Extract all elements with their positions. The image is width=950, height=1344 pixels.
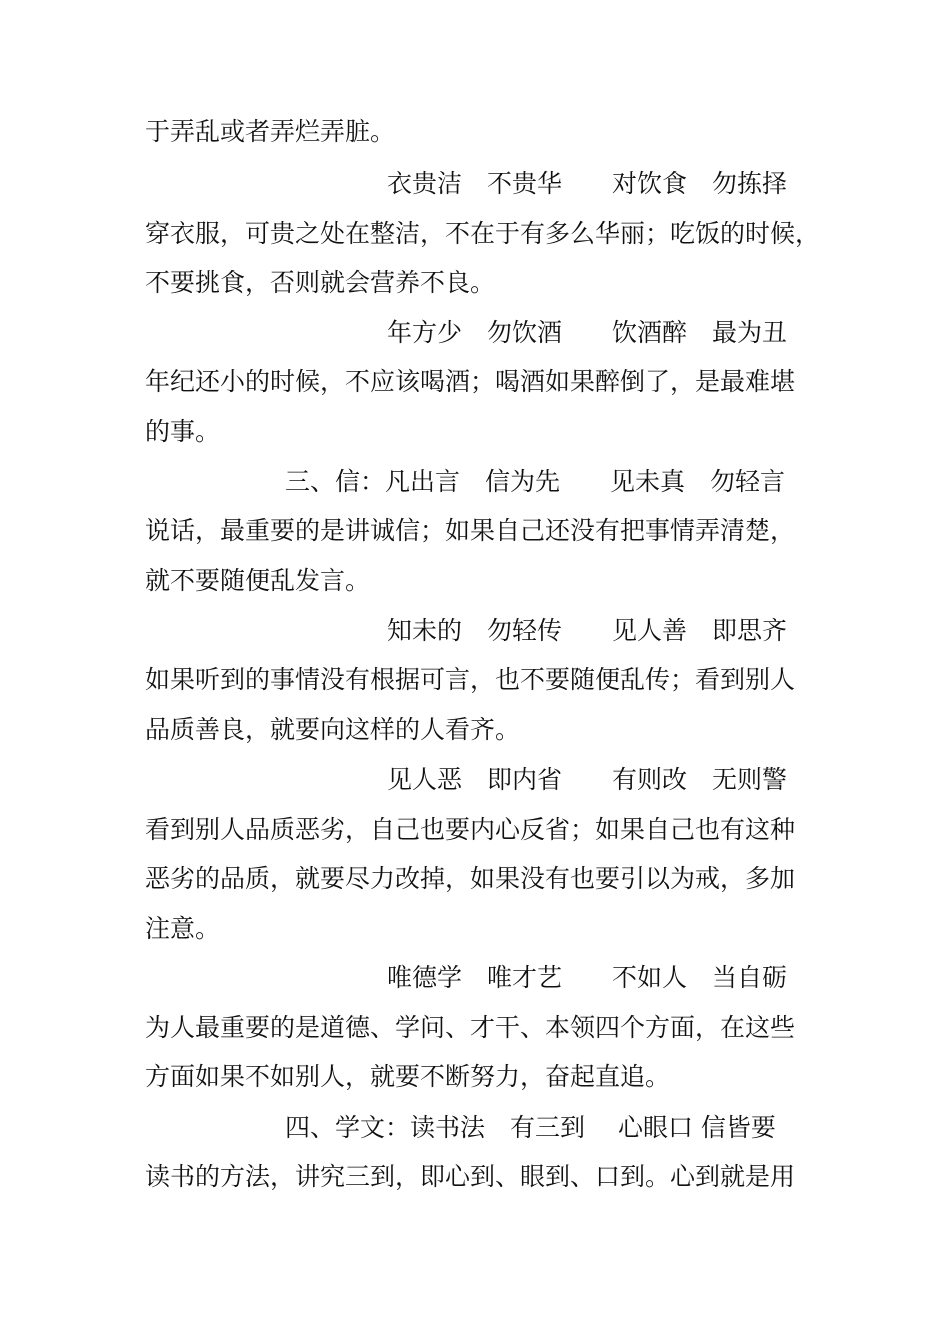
body-text-line: 不要挑食，否则就会营养不良。 (145, 268, 496, 297)
body-text-line: 年纪还小的时候，不应该喝酒；喝酒如果醉倒了，是最难堪 (145, 367, 796, 396)
verse-heading: 唯德学 唯才艺 不如人 当自砺 (387, 963, 788, 992)
section-heading: 三、信：凡出言 信为先 见未真 勿轻言 (285, 467, 786, 496)
body-text-line: 方面如果不如别人，就要不断努力，奋起直追。 (145, 1062, 671, 1091)
body-text-line: 读书的方法，讲究三到，即心到、眼到、口到。心到就是用 (145, 1162, 796, 1191)
body-text-line: 恶劣的品质，就要尽力改掉，如果没有也要引以为戒，多加 (145, 864, 796, 893)
body-text-line: 就不要随便乱发言。 (145, 566, 371, 595)
body-text-line: 品质善良，就要向这样的人看齐。 (145, 715, 521, 744)
verse-heading: 知未的 勿轻传 见人善 即思齐 (387, 616, 788, 645)
verse-heading: 年方少 勿饮酒 饮酒醉 最为丑 (387, 318, 788, 347)
verse-heading: 见人恶 即内省 有则改 无则警 (387, 765, 788, 794)
body-text-line: 为人最重要的是道德、学问、才干、本领四个方面，在这些 (145, 1013, 796, 1042)
body-text-line: 如果听到的事情没有根据可言，也不要随便乱传；看到别人 (145, 665, 796, 694)
body-text-line: 于弄乱或者弄烂弄脏。 (145, 117, 396, 146)
body-text-line: 说话，最重要的是讲诚信；如果自己还没有把事情弄清楚， (145, 516, 796, 545)
body-text-line: 看到别人品质恶劣，自己也要内心反省；如果自己也有这种 (145, 815, 796, 844)
verse-heading: 衣贵洁 不贵华 对饮食 勿拣择 (387, 169, 788, 198)
body-text-line: 的事。 (145, 417, 221, 446)
section-heading: 四、学文：读书法 有三到 心眼口 信皆要 (285, 1113, 776, 1142)
body-text-line: 穿衣服，可贵之处在整洁，不在于有多么华丽；吃饭的时候， (145, 219, 821, 248)
body-text-line: 注意。 (145, 914, 221, 943)
